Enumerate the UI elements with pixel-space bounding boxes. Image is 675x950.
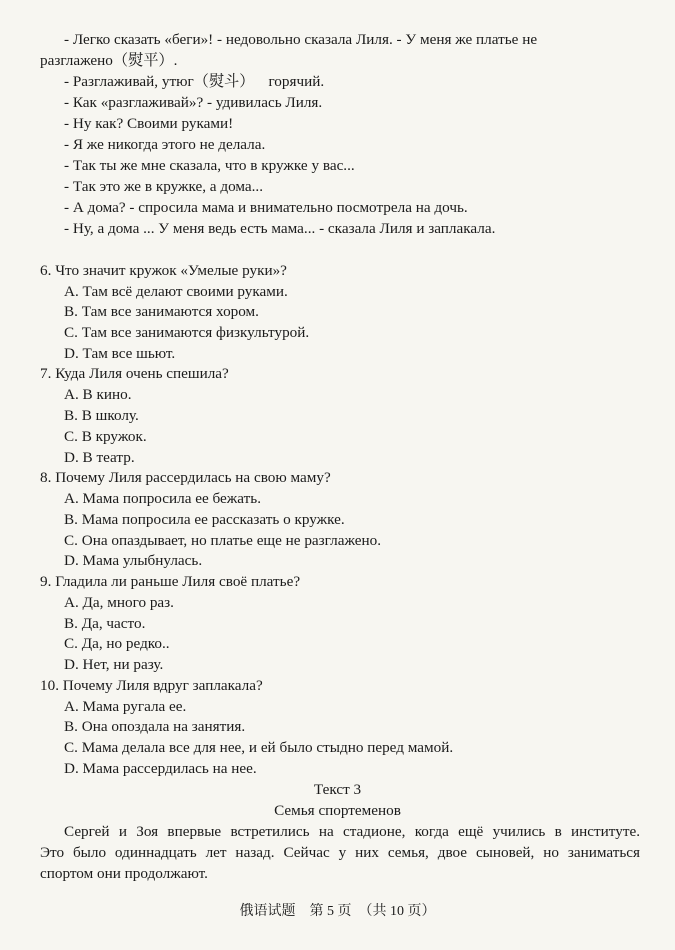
question-10-option-a: A. Мама ругала ее.: [64, 698, 187, 715]
question-9-option-a: A. Да, много раз.: [64, 594, 174, 611]
question-8: 8. Почему Лиля рассердилась на свою маму?: [40, 469, 331, 486]
page-footer: 俄语试题 第 5 页 （共 10 页）: [239, 904, 436, 919]
question-6: 6. Что значит кружок «Умелые руки»?: [40, 262, 287, 279]
question-10: 10. Почему Лиля вдруг заплакала?: [40, 677, 263, 694]
question-10-option-b: B. Она опоздала на занятия.: [64, 718, 246, 735]
dialogue-line: разглажено（熨平）.: [40, 52, 178, 69]
text3-paragraph-line: спортом они продолжают.: [40, 865, 208, 882]
dialogue-line: [64, 72, 324, 92]
dialogue-line: - Легко сказать «беги»! - недовольно сказала Лиля. - У меня же платье не: [64, 31, 538, 48]
question-8-option-a: A. Мама попросила ее бежать.: [64, 490, 261, 507]
question-7-option-a: A. В кино.: [64, 386, 132, 403]
question-9-option-b: B. Да, часто.: [64, 615, 146, 632]
question-6-option-c: C. Там все занимаются физкультурой.: [64, 324, 310, 341]
dialogue-fragment: горячий.: [268, 73, 325, 90]
text3-paragraph-line: Сергей и Зоя впервые встретились на стадионе, когда ещё учились в институте.: [64, 823, 640, 840]
question-9: 9. Гладила ли раньше Лиля своё платье?: [40, 573, 301, 590]
question-7: 7. Куда Лиля очень спешила?: [40, 365, 229, 382]
question-10-option-d: D. Мама рассердилась на нее.: [64, 760, 257, 777]
question-6-option-d: D. Там все шьют.: [64, 345, 176, 362]
text3-title: Семья спортеменов: [274, 802, 401, 819]
question-6-option-a: A. Там всё делают своими руками.: [64, 283, 288, 300]
dialogue-fragment: - Разглаживай, утюг（熨斗）: [64, 73, 255, 90]
dialogue-line: - Ну, а дома ... У меня ведь есть мама... - сказала Лиля и заплакала.: [64, 220, 496, 237]
question-7-option-b: B. В школу.: [64, 407, 139, 424]
dialogue-line: - Так ты же мне сказала, что в кружке у вас...: [64, 157, 355, 174]
text3-paragraph-line: Это было одиннадцать лет назад. Сейчас у них семья, двое сыновей, но заниматься: [40, 844, 640, 861]
question-7-option-d: D. В театр.: [64, 449, 135, 466]
dialogue-line: - Я же никогда этого не делала.: [64, 136, 266, 153]
question-8-option-c: C. Она опаздывает, но платье еще не разглажено.: [64, 532, 381, 549]
question-9-option-d: D. Нет, ни разу.: [64, 656, 164, 673]
dialogue-line: - Так это же в кружке, а дома...: [64, 178, 264, 195]
question-9-option-c: C. Да, но редко..: [64, 635, 170, 652]
question-8-option-d: D. Мама улыбнулась.: [64, 552, 203, 569]
dialogue-line: - Ну как? Своими руками!: [64, 115, 234, 132]
question-6-option-b: B. Там все занимаются хором.: [64, 303, 259, 320]
question-8-option-b: B. Мама попросила ее рассказать о кружке.: [64, 511, 345, 528]
question-10-option-c: C. Мама делала все для нее, и ей было стыдно перед мамой.: [64, 739, 454, 756]
question-7-option-c: C. В кружок.: [64, 428, 147, 445]
dialogue-line: - А дома? - спросила мама и внимательно посмотрела на дочь.: [64, 199, 468, 216]
dialogue-line: - Как «разглаживай»? - удивилась Лиля.: [64, 94, 323, 111]
text3-heading: Текст 3: [313, 781, 362, 798]
